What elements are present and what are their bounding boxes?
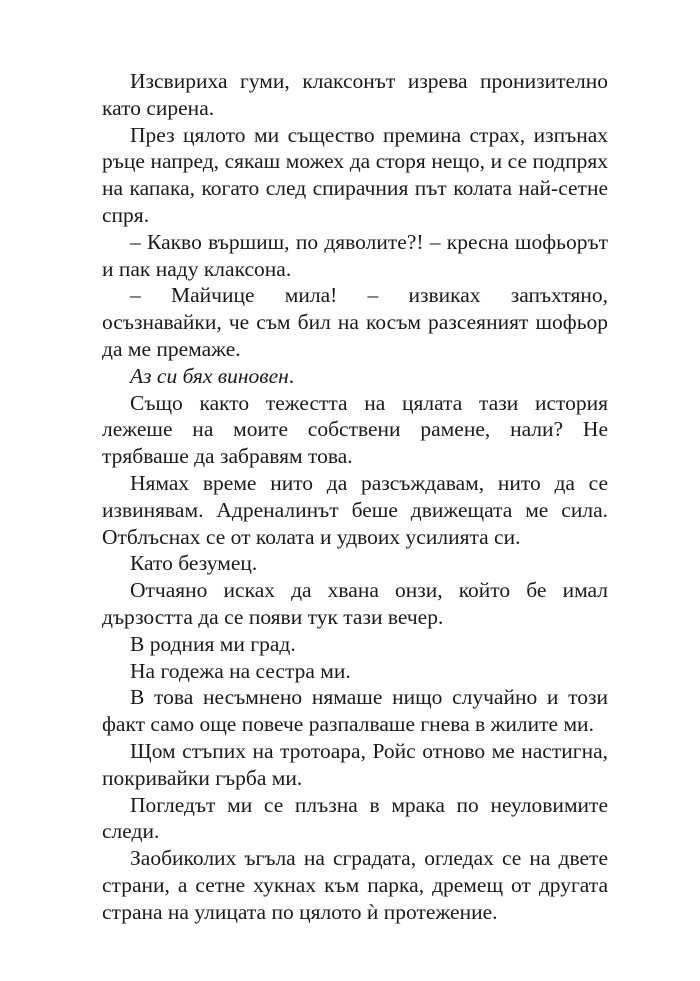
paragraph: – Какво вършиш, по дяволите?! – кресна шофьорът и пак наду клаксона. [102, 229, 608, 281]
italic-text: Аз си бях виновен [130, 363, 289, 388]
paragraph: Също както тежестта на цялата тази история лежеше на моите собствени рамене, нали? Не трябваше да забравям това. [102, 390, 608, 469]
paragraph: През цялото ми същество премина страх, изпънах ръце напред, сякаш можех да сторя нещо, и се подпрях на капака, когато след спирачния път колата най-сетне спря. [102, 122, 608, 227]
paragraph: – Майчице мила! – извиках запъхтяно, осъзнавайки, че съм бил на косъм разсеяният шофьор да ме премаже. [102, 283, 608, 361]
paragraph: Нямах време нито да разсъждавам, нито да се извинявам. Адреналинът беше движещата ме сила. Отблъснах се от колата и удвоих усилията си. [102, 470, 608, 549]
italic-suffix: . [288, 363, 295, 388]
paragraph: Като безумец. [130, 551, 258, 576]
paragraph-italic-thought [102, 363, 608, 390]
paragraph: В родния ми град. [130, 631, 296, 656]
paragraph: Щом стъпих на тротоара, Ройс отново ме настигна, покривайки гърба ми. [102, 738, 608, 790]
body-text [102, 68, 608, 926]
paragraph: Заобиколих ъгъла на сградата, огледах се на двете страни, а сетне хукнах към парка, дремещ от другата страна на улицата по цялото ѝ протежение. [102, 846, 608, 924]
paragraph: На годежа на сестра ми. [130, 658, 351, 683]
paragraph: Погледът ми се плъзна в мрака по неуловимите следи. [102, 792, 608, 844]
paragraph: Отчаяно исках да хвана онзи, който бе имал дързостта да се появи тук тази вечер. [102, 578, 608, 629]
paragraph: Изсвириха гуми, клаксонът изрева пронизително като сирена. [102, 69, 608, 120]
paragraph: В това несъмнено нямаше нищо случайно и този факт само още повече разпалваше гнева в жилите ми. [102, 685, 608, 737]
